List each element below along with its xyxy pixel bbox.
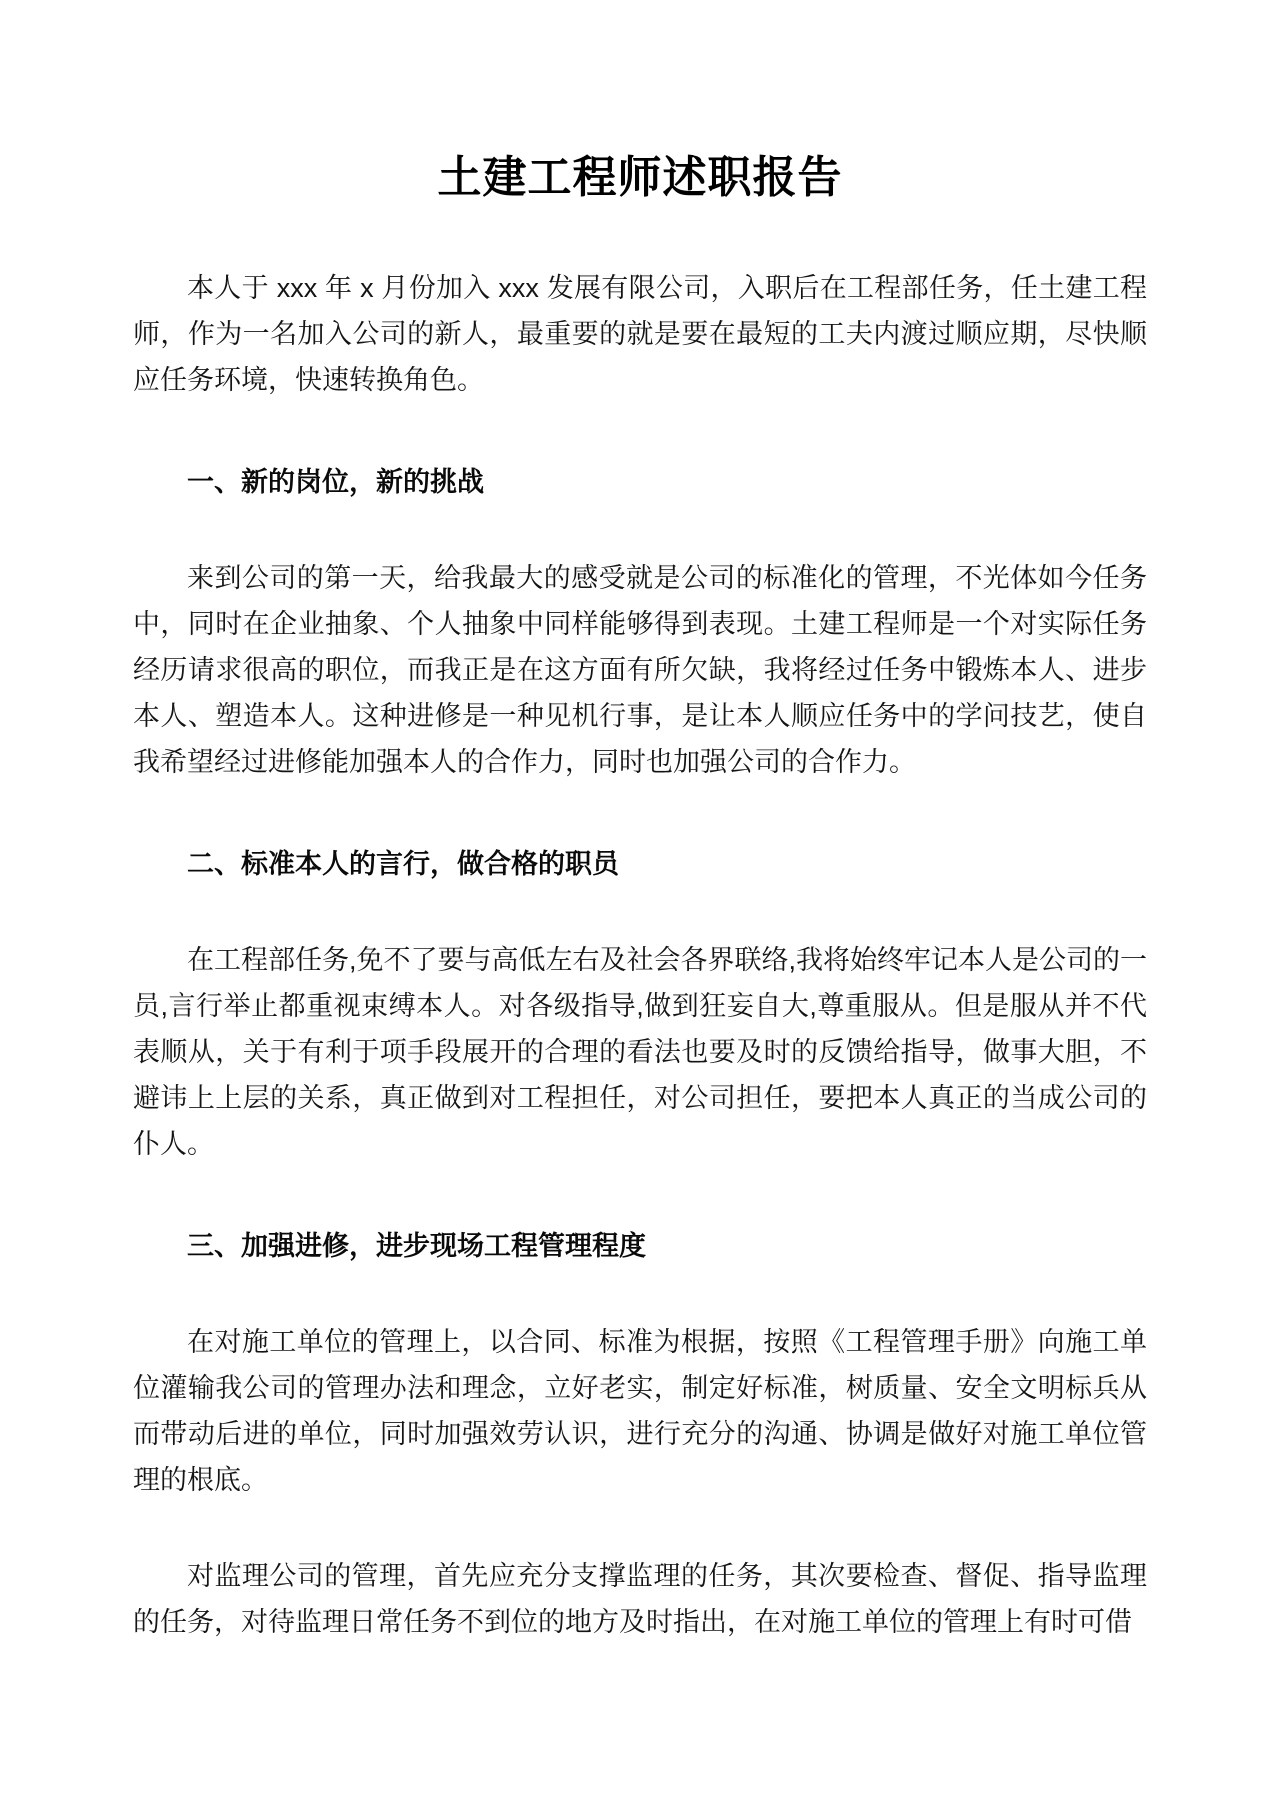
document-title: 土建工程师述职报告 xyxy=(437,153,843,202)
intro-paragraph: 本人于 xxx 年 x 月份加入 xxx 发展有限公司，入职后在工程部任务，任土建工程师，作为一名加入公司的新人，最重要的就是要在最短的工夫内渡过顺应期，尽快顺应任务环境，快速转换角色。 xyxy=(133,273,1147,396)
section-3-paragraph-2: 对监理公司的管理，首先应充分支撑监理的任务，其次要检查、督促、指导监理的任务，对待监理日常任务不到位的地方及时指出，在对施工单位的管理上有时可借 xyxy=(133,1561,1147,1638)
section-3-paragraph-1: 在对施工单位的管理上，以合同、标准为根据，按照《工程管理手册》向施工单位灌输我公司的管理办法和理念，立好老实，制定好标准，树质量、安全文明标兵从而带动后进的单位，同时加强效劳认识，进行充分的沟通、协调是做好对施工单位管理的根底。 xyxy=(133,1327,1147,1496)
section-2-heading: 二、标准本人的言行，做合格的职员 xyxy=(187,849,619,880)
section-3-heading: 三、加强进修，进步现场工程管理程度 xyxy=(187,1231,646,1262)
section-2-paragraph: 在工程部任务,免不了要与高低左右及社会各界联络,我将始终牢记本人是公司的一员,言行举止都重视束缚本人。对各级指导,做到狂妄自大,尊重服从。但是服从并不代表顺从，关于有利于项手段展开的合理的看法也要及时的反馈给指导，做事大胆，不避讳上上层的关系，真正做到对工程担任，对公司担任，要把本人真正的当成公司的仆人。 xyxy=(133,945,1148,1160)
section-1-heading: 一、新的岗位，新的挑战 xyxy=(187,467,484,498)
section-1-paragraph: 来到公司的第一天，给我最大的感受就是公司的标准化的管理，不光体如今任务中，同时在企业抽象、个人抽象中同样能够得到表现。土建工程师是一个对实际任务经历请求很高的职位，而我正是在这方面有所欠缺，我将经过任务中锻炼本人、进步本人、塑造本人。这种进修是一种见机行事，是让本人顺应任务中的学问技艺，使自我希望经过进修能加强本人的合作力，同时也加强公司的合作力。 xyxy=(133,563,1147,778)
